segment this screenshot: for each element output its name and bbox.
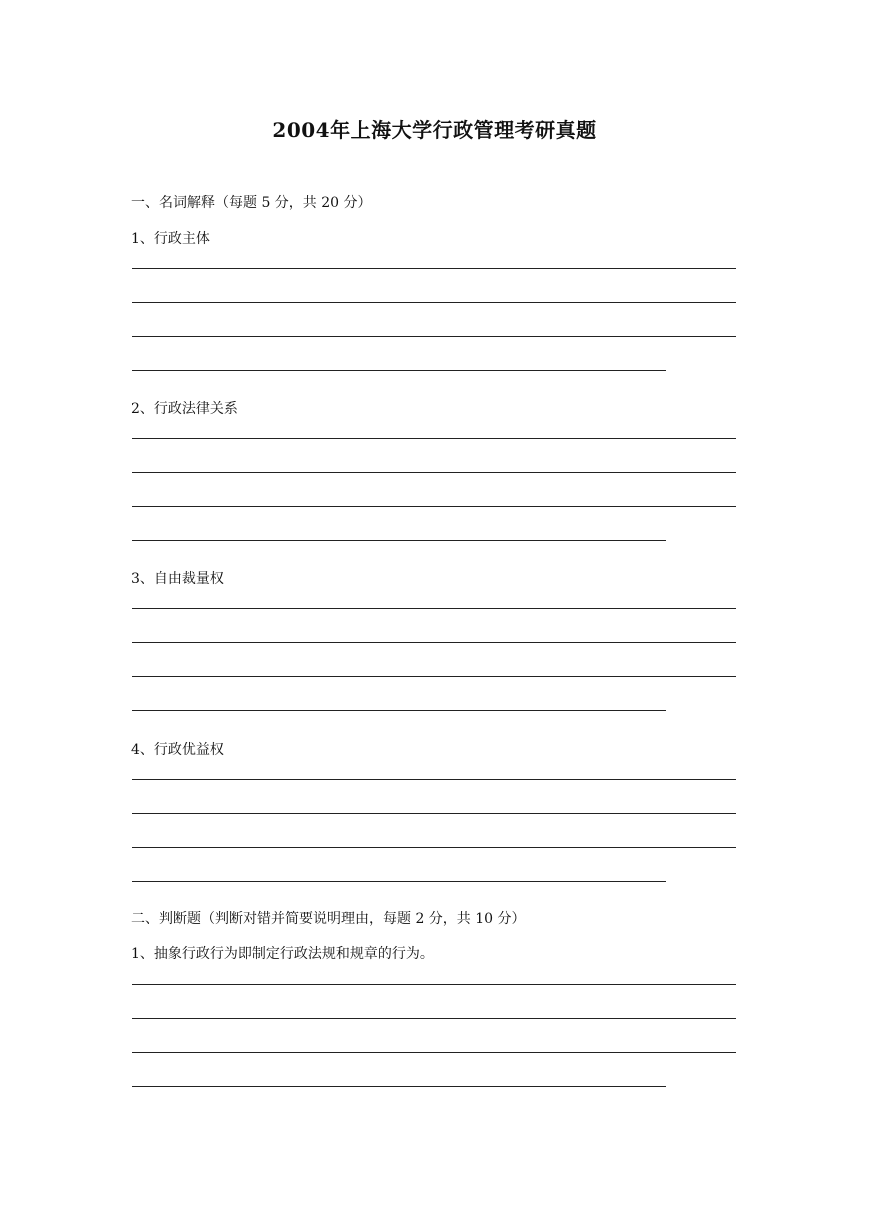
answer-line (132, 1086, 666, 1087)
answer-line (132, 881, 666, 882)
page-title: 2004年上海大学行政管理考研真题 (272, 118, 597, 142)
answer-line (132, 302, 736, 303)
answer-line (132, 847, 736, 848)
section-heading-1: 一、名词解释（每题 5 分，共 20 分） (131, 195, 372, 211)
answer-line (132, 1052, 736, 1053)
question-1-4: 4、行政优益权 (131, 742, 224, 758)
answer-line (132, 336, 736, 337)
answer-line (132, 984, 736, 985)
answer-line (132, 506, 736, 507)
answer-line (132, 438, 736, 439)
question-2-1: 1、抽象行政行为即制定行政法规和规章的行为。 (131, 946, 434, 962)
answer-line (132, 813, 736, 814)
question-1-1: 1、行政主体 (131, 231, 210, 247)
answer-line (132, 676, 736, 677)
answer-line (132, 779, 736, 780)
section-heading-2: 二、判断题（判断对错并简要说明理由，每题 2 分，共 10 分） (131, 911, 526, 927)
question-1-2: 2、行政法律关系 (131, 401, 238, 417)
answer-line (132, 540, 666, 541)
answer-line (132, 710, 666, 711)
answer-line (132, 1018, 736, 1019)
answer-line (132, 608, 736, 609)
question-1-3: 3、自由裁量权 (131, 571, 224, 587)
answer-line (132, 472, 736, 473)
answer-line (132, 268, 736, 269)
answer-line (132, 642, 736, 643)
answer-line (132, 370, 666, 371)
